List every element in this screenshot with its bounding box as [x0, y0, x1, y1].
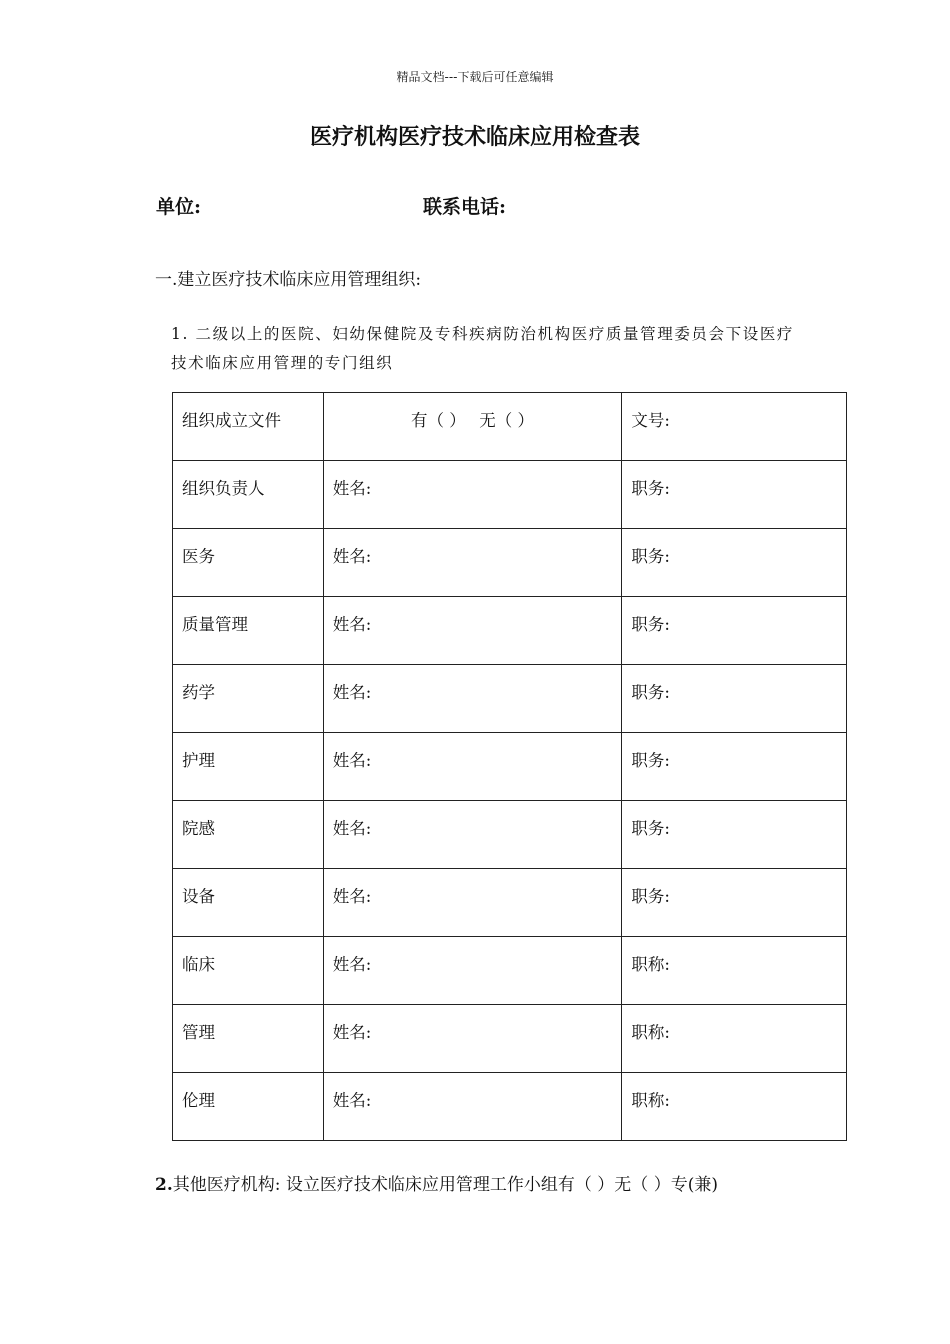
existence-options: 有（ ） 无（ ） [323, 393, 622, 461]
position-field: 职务: [622, 801, 847, 869]
row-label: 质量管理 [173, 597, 324, 665]
position-field: 职务: [622, 665, 847, 733]
name-field: 姓名: [323, 461, 622, 529]
position-field: 职务: [622, 733, 847, 801]
phone-label: 联系电话: [423, 196, 507, 218]
row-label: 管理 [173, 1005, 324, 1073]
item-2-number: 2. [155, 1175, 173, 1195]
row-label: 临床 [173, 937, 324, 1005]
section-heading: 一.建立医疗技术临床应用管理组织: [155, 270, 422, 290]
table-row [173, 1073, 847, 1141]
table-row [173, 597, 847, 665]
table-row [173, 869, 847, 937]
table-row [173, 801, 847, 869]
row-label: 护理 [173, 733, 324, 801]
table-row [173, 529, 847, 597]
row-label: 组织成立文件 [173, 393, 324, 461]
row-label: 伦理 [173, 1073, 324, 1141]
position-field: 职务: [622, 597, 847, 665]
name-field: 姓名: [323, 597, 622, 665]
table-row [173, 665, 847, 733]
title-field: 职称: [622, 1005, 847, 1073]
item-2-line [155, 1170, 718, 1195]
table-row [173, 393, 847, 461]
row-label: 医务 [173, 529, 324, 597]
table-row [173, 733, 847, 801]
item-1-text: 1. 二级以上的医院、妇幼保健院及专科疾病防治机构医疗质量管理委员会下设医疗技术临床应用管理的专门组织 [171, 325, 795, 372]
row-label: 药学 [173, 665, 324, 733]
table-row [173, 1005, 847, 1073]
item-2-text: 其他医疗机构: 设立医疗技术临床应用管理工作小组有（ ）无（ ）专(兼) [172, 1175, 718, 1195]
name-field: 姓名: [323, 529, 622, 597]
organization-table [172, 392, 847, 1141]
position-field: 职务: [622, 869, 847, 937]
document-number-label: 文号: [622, 393, 847, 461]
title-field: 职称: [622, 937, 847, 1005]
unit-label: 单位: [156, 196, 202, 218]
row-label: 组织负责人 [173, 461, 324, 529]
name-field: 姓名: [323, 1005, 622, 1073]
name-field: 姓名: [323, 801, 622, 869]
name-field: 姓名: [323, 937, 622, 1005]
row-label: 设备 [173, 869, 324, 937]
name-field: 姓名: [323, 665, 622, 733]
name-field: 姓名: [323, 1073, 622, 1141]
page-title: 医疗机构医疗技术临床应用检查表 [309, 125, 640, 150]
row-label: 院感 [173, 801, 324, 869]
table-row [173, 461, 847, 529]
title-field: 职称: [622, 1073, 847, 1141]
watermark-text: 精品文档---下载后可任意编辑 [396, 70, 554, 84]
name-field: 姓名: [323, 733, 622, 801]
table-row [173, 937, 847, 1005]
name-field: 姓名: [323, 869, 622, 937]
position-field: 职务: [622, 461, 847, 529]
position-field: 职务: [622, 529, 847, 597]
